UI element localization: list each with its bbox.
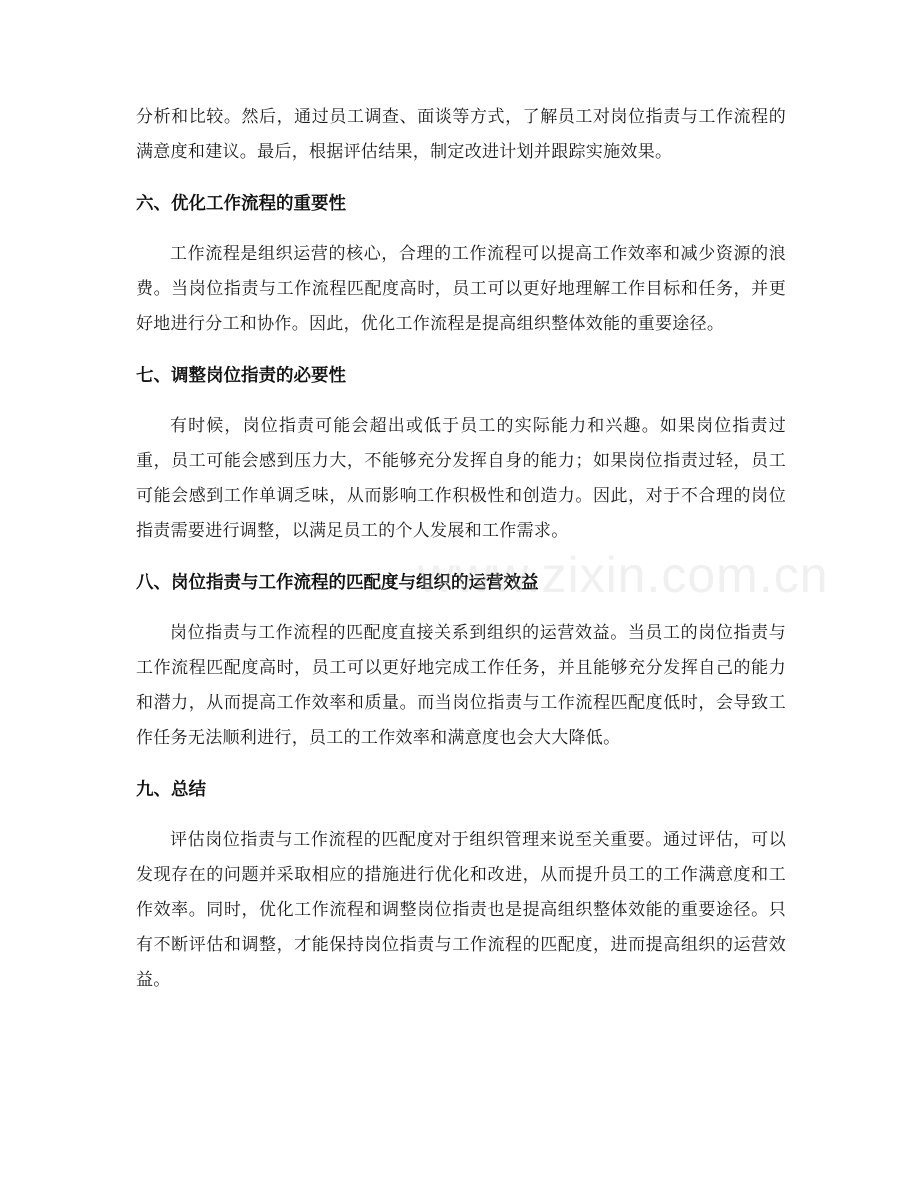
section-heading-8: 八、岗位指责与工作流程的匹配度与组织的运营效益: [136, 573, 539, 593]
section-paragraph-8: 岗位指责与工作流程的匹配度直接关系到组织的运营效益。当员工的岗位指责与工作流程匹配度高时，员工可以更好地完成工作任务，并且能够充分发挥自己的能力和潜力，从而提高工作效率和质量。而当岗位指责与工作流程匹配度低时，会导致工作任务无法顺利进行，员工的工作效率和满意度也会大大降低。: [136, 623, 786, 748]
intro-paragraph: 分析和比较。然后，通过员工调查、面谈等方式，了解员工对岗位指责与工作流程的满意度和建议。最后，根据评估结果，制定改进计划并跟踪实施效果。: [136, 107, 786, 162]
section-paragraph-9: 评估岗位指责与工作流程的匹配度对于组织管理来说至关重要。通过评估，可以发现存在的问题并采取相应的措施进行优化和改进，从而提升员工的工作满意度和工作效率。同时，优化工作流程和调整岗位指责也是提高组织整体效能的重要途径。只有不断评估和调整，才能保持岗位指责与工作流程的匹配度，进而提高组织的运营效益。: [136, 830, 786, 990]
document-body: [136, 100, 786, 998]
section-paragraph-6: 工作流程是组织运营的核心，合理的工作流程可以提高工作效率和减少资源的浪费。当岗位指责与工作流程匹配度高时，员工可以更好地理解工作目标和任务，并更好地进行分工和协作。因此，优化工作流程是提高组织整体效能的重要途径。: [136, 244, 786, 334]
section-heading-6: 六、优化工作流程的重要性: [136, 194, 346, 214]
section-heading-9: 九、总结: [136, 780, 206, 800]
section-heading-7: 七、调整岗位指责的必要性: [136, 366, 346, 386]
section-paragraph-7: 有时候，岗位指责可能会超出或低于员工的实际能力和兴趣。如果岗位指责过重，员工可能会感到压力大，不能够充分发挥自身的能力；如果岗位指责过轻，员工可能会感到工作单调乏味，从而影响工作积极性和创造力。因此，对于不合理的岗位指责需要进行调整，以满足员工的个人发展和工作需求。: [136, 416, 786, 541]
watermark: www.zixin.com.cn: [418, 547, 829, 603]
